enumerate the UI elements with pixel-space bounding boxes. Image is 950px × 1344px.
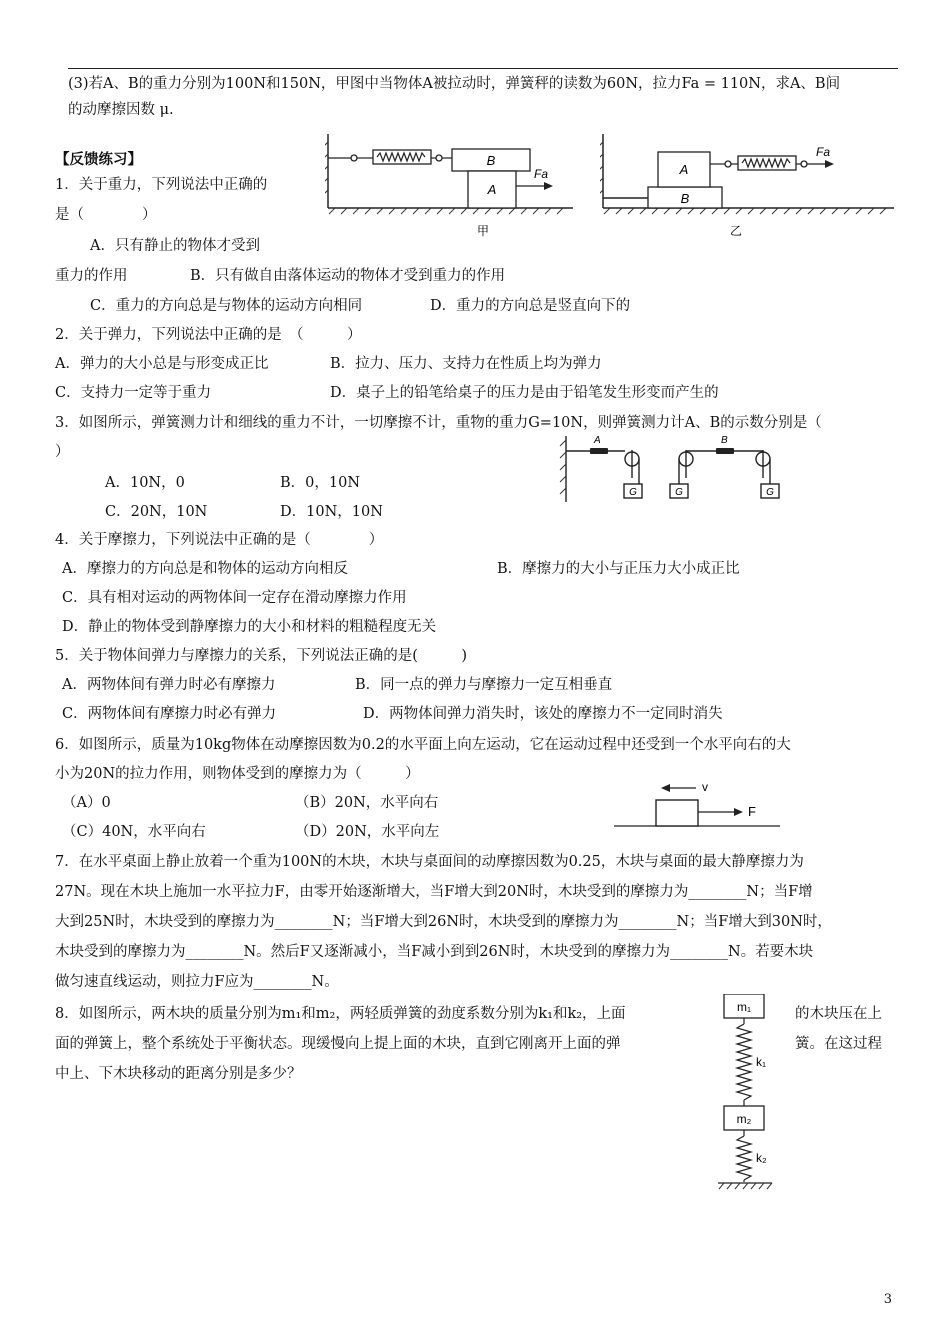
q6-stem-line1: 6．如图所示，质量为10kg物体在动摩擦因数为0.2的水平面上向左运动，它在运动过程中还受到一个水平向右的大 bbox=[55, 737, 791, 753]
top-rule bbox=[68, 68, 898, 69]
q6-stem-line2: 小为20N的拉力作用，则物体受到的摩擦力为（ ） bbox=[55, 766, 420, 782]
q3-fig-label-A: A bbox=[594, 435, 601, 446]
q8-line2a: 面的弹簧上，整个系统处于平衡状态。现缓慢向上提上面的木块，直到它刚离开上面的弹 bbox=[55, 1036, 621, 1052]
q6-option-d: （D）20N，水平向左 bbox=[295, 824, 440, 840]
q5-option-c: C．两物体间有摩擦力时必有弹力 bbox=[62, 706, 277, 722]
q1-option-a-cont: 重力的作用 bbox=[55, 268, 128, 284]
q7-line5: 做匀速直线运动，则拉力F应为________N。 bbox=[55, 974, 339, 990]
q5-stem: 5．关于物体间弹力与摩擦力的关系，下列说法正确的是( ) bbox=[55, 648, 468, 664]
q8-line3: 中上、下木块移动的距离分别是多少？ bbox=[55, 1066, 302, 1082]
q1-stem-line2: 是（ ） bbox=[55, 207, 157, 223]
q3-fig-label-G-2: G bbox=[675, 487, 683, 498]
q3-line2: 的动摩擦因数 μ. bbox=[68, 102, 174, 118]
q8-line1a: 8．如图所示，两木块的质量分别为m₁和m₂，两轻质弹簧的劲度系数分别为k₁和k₂，上面 bbox=[55, 1006, 626, 1022]
q1-option-a: A．只有静止的物体才受到 bbox=[90, 238, 260, 254]
page-number: 3 bbox=[883, 1292, 892, 1307]
q5-option-d: D．两物体间弹力消失时，该处的摩擦力不一定同时消失 bbox=[363, 706, 723, 722]
q2-option-c: C．支持力一定等于重力 bbox=[55, 385, 212, 401]
q3b-option-d: D．10N，10N bbox=[280, 504, 383, 520]
jia-label-A: A bbox=[487, 182, 497, 197]
q8-line1b: 的木块压在上 bbox=[795, 1006, 882, 1022]
q2-stem: 2．关于弹力，下列说法中正确的是 （ ） bbox=[55, 327, 362, 343]
q2-option-d: D．桌子上的铅笔给桌子的压力是由于铅笔发生形变而产生的 bbox=[330, 385, 719, 401]
q7-line1: 7．在水平桌面上静止放着一个重为100N的木块，木块与桌面间的动摩擦因数为0.25，木块与桌面的最大静摩擦力为 bbox=[55, 854, 804, 870]
q4-option-d: D．静止的物体受到静摩擦力的大小和材料的粗糙程度无关 bbox=[62, 619, 437, 635]
q7-line3: 大到25N时，木块受到的摩擦力为________N；当F增大到26N时，木块受到的摩擦力为________N；当F增大到30N时， bbox=[55, 914, 832, 930]
q3b-option-c: C．20N，10N bbox=[105, 504, 208, 520]
figure-q8-springs bbox=[712, 994, 784, 1194]
q4-stem: 4．关于摩擦力，下列说法中正确的是（ ） bbox=[55, 532, 384, 548]
q3b-option-b: B．0，10N bbox=[280, 475, 361, 491]
jia-caption: 甲 bbox=[477, 224, 490, 238]
q4-option-c: C．具有相对运动的两物体间一定存在滑动摩擦力作用 bbox=[62, 590, 407, 606]
q5-option-b: B．同一点的弹力与摩擦力一定互相垂直 bbox=[355, 677, 613, 693]
figure-jia bbox=[325, 134, 575, 246]
yi-label-A: A bbox=[679, 162, 689, 177]
q4-option-b: B．摩擦力的大小与正压力大小成正比 bbox=[497, 561, 740, 577]
q8-fig-label-k2: k₂ bbox=[756, 1151, 767, 1165]
q7-line2: 27N。现在木块上施加一水平拉力F，由零开始逐渐增大，当F增大到20N时，木块受到的摩擦力为________N；当F增 bbox=[55, 884, 813, 900]
q6-fig-label-F: F bbox=[748, 804, 756, 819]
figure-q3-scales bbox=[556, 432, 786, 504]
q3-fig-label-B: B bbox=[721, 435, 728, 446]
jia-label-B: B bbox=[486, 153, 496, 168]
q3-fig-label-G-3: G bbox=[766, 487, 774, 498]
q3b-option-a: A．10N，0 bbox=[105, 475, 185, 491]
q8-fig-label-m2: m₂ bbox=[736, 1112, 752, 1126]
q8-line2b: 簧。在这过程 bbox=[795, 1036, 882, 1052]
q3-line1: (3)若A、B的重力分别为100N和150N，甲图中当物体A被拉动时，弹簧秤的读数为60N，拉力Fa = 110N，求A、B间 bbox=[68, 76, 841, 92]
q1-stem-line1: 1．关于重力，下列说法中正确的 bbox=[55, 177, 268, 193]
jia-label-F: Fa bbox=[534, 167, 549, 181]
yi-caption: 乙 bbox=[730, 224, 743, 238]
figure-yi bbox=[600, 134, 896, 246]
q7-line4: 木块受到的摩擦力为________N。然后F又逐渐减小，当F减小到到26N时，木块受到的摩擦力为________N。若要木块 bbox=[55, 944, 814, 960]
q3b-stem-line2: ） bbox=[55, 444, 70, 460]
q5-option-a: A．两物体间有弹力时必有摩擦力 bbox=[62, 677, 276, 693]
q1-option-c: C．重力的方向总是与物体的运动方向相同 bbox=[90, 298, 363, 314]
q4-option-a: A．摩擦力的方向总是和物体的运动方向相反 bbox=[62, 561, 348, 577]
q6-option-c: （C）40N，水平向右 bbox=[62, 824, 206, 840]
yi-label-F: Fa bbox=[816, 145, 831, 159]
feedback-title: 【反馈练习】 bbox=[55, 151, 142, 168]
q2-option-b: B．拉力、压力、支持力在性质上均为弹力 bbox=[330, 356, 602, 372]
figure-q6-block bbox=[612, 776, 782, 832]
q1-option-b: B．只有做自由落体运动的物体才受到重力的作用 bbox=[190, 268, 506, 284]
q6-option-a: （A）0 bbox=[62, 795, 111, 811]
q8-fig-label-k1: k₁ bbox=[756, 1055, 767, 1069]
q3b-stem-line1: 3．如图所示，弹簧测力计和细线的重力不计，一切摩擦不计，重物的重力G=10N，则弹簧测力计A、B的示数分别是（ bbox=[55, 415, 822, 431]
yi-label-B: B bbox=[680, 191, 690, 206]
q1-option-d: D．重力的方向总是竖直向下的 bbox=[430, 298, 631, 314]
q6-fig-label-v: v bbox=[702, 780, 708, 794]
q8-fig-label-m1: m₁ bbox=[736, 1000, 752, 1014]
q6-option-b: （B）20N，水平向右 bbox=[295, 795, 439, 811]
q3-fig-label-G-1: G bbox=[629, 487, 637, 498]
q2-option-a: A．弹力的大小总是与形变成正比 bbox=[55, 356, 269, 372]
